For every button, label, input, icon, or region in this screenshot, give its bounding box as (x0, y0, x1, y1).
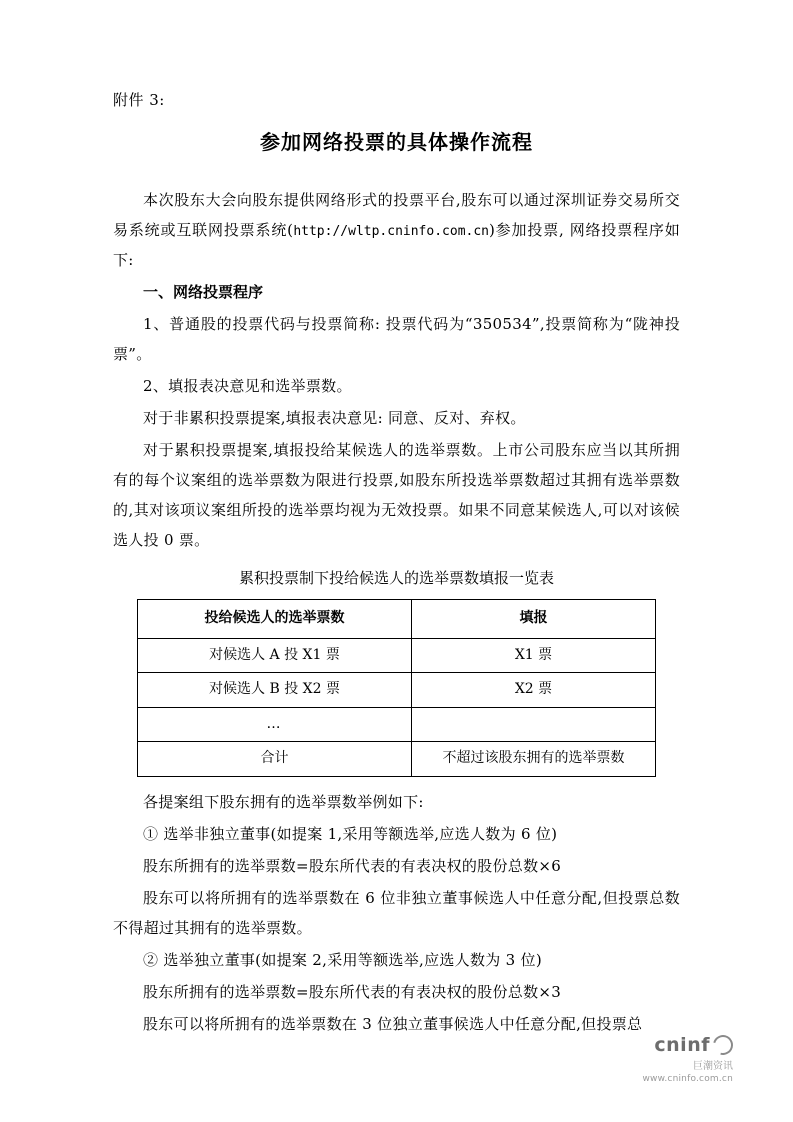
table-cell: 合计 (138, 742, 412, 777)
paragraph-vote-code: 1、普通股的投票代码与投票简称: 投票代码为“350534”,投票简称为“陇神投票”。 (113, 315, 680, 363)
voting-system-url: http://wltp.cninfo.com.cn (293, 224, 489, 239)
intro-paragraph (113, 185, 680, 275)
table-row (138, 707, 656, 742)
section-heading-network-voting: 一、网络投票程序 (143, 283, 264, 301)
table-cell: 对候选人 B 投 X2 票 (138, 673, 412, 708)
cninfo-logo-url: www.cninfo.com.cn (642, 1074, 733, 1084)
page-title: 参加网络投票的具体操作流程 (260, 130, 533, 154)
table-cell: X2 票 (412, 673, 656, 708)
table-caption: 累积投票制下投给候选人的选举票数填报一览表 (238, 569, 554, 587)
table-cell: 对候选人 A 投 X1 票 (138, 638, 412, 673)
table-row (138, 742, 656, 777)
paragraph-non-cumulative: 对于非累积投票提案,填报表决意见: 同意、反对、弃权。 (143, 409, 526, 427)
cumulative-vote-table (137, 599, 656, 777)
paragraph-allocation-6: 股东可以将所拥有的选举票数在 6 位非独立董事候选人中任意分配,但投票总数不得超过其拥有的选举票数。 (113, 888, 680, 937)
table-header-cell-candidate-votes: 投给候选人的选举票数 (138, 600, 412, 639)
paragraph-examples-intro: 各提案组下股东拥有的选举票数举例如下: (143, 792, 424, 811)
cninfo-swirl-icon (709, 1031, 736, 1058)
table-header-row (138, 600, 656, 639)
table-cell (412, 707, 656, 742)
cninfo-logo-chinese: 巨潮资讯 (693, 1061, 733, 1072)
table-cell: 不超过该股东拥有的选举票数 (412, 742, 656, 777)
intro-text-part1: 本次股东大会向股东提供网络形式的投票平台,股东可以通过深圳证券交易所交易系统或互联网投票系统( (113, 191, 680, 239)
table-header-cell-fill: 填报 (412, 600, 656, 639)
paragraph-cumulative: 对于累积投票提案,填报投给某候选人的选举票数。上市公司股东应当以其所拥有的每个议案组的选举票数为限进行投票,如股东所投选举票数超过其拥有选举票数的,其对该项议案组所投的选举票均视为无效投票。如果不同意某候选人,可以对该候选人投 0 票。 (113, 441, 680, 549)
intro-text-part2: )参加投票, 网络投票程序如下: (113, 221, 680, 269)
cninfo-logo-text: cninf (654, 1034, 710, 1056)
table-row (138, 673, 656, 708)
paragraph-independent-directors: ② 选举独立董事(如提案 2,采用等额选举,应选人数为 3 位) (143, 950, 543, 969)
cninfo-logo (643, 1034, 734, 1056)
cninfo-watermark (643, 1034, 734, 1084)
attachment-label: 附件 3: (113, 91, 165, 109)
table-row (138, 638, 656, 673)
paragraph-votes-formula-3: 股东所拥有的选举票数=股东所代表的有表决权的股份总数×3 (143, 982, 562, 1001)
paragraph-non-independent-directors: ① 选举非独立董事(如提案 1,采用等额选举,应选人数为 6 位) (143, 824, 558, 843)
paragraph-allocation-3: 股东可以将所拥有的选举票数在 3 位独立董事候选人中任意分配,但投票总 (143, 1014, 643, 1033)
table-cell: X1 票 (412, 638, 656, 673)
paragraph-fill-opinion: 2、填报表决意见和选举票数。 (143, 377, 352, 395)
paragraph-votes-formula-6: 股东所拥有的选举票数=股东所代表的有表决权的股份总数×6 (143, 856, 562, 875)
table-cell: … (138, 707, 412, 742)
